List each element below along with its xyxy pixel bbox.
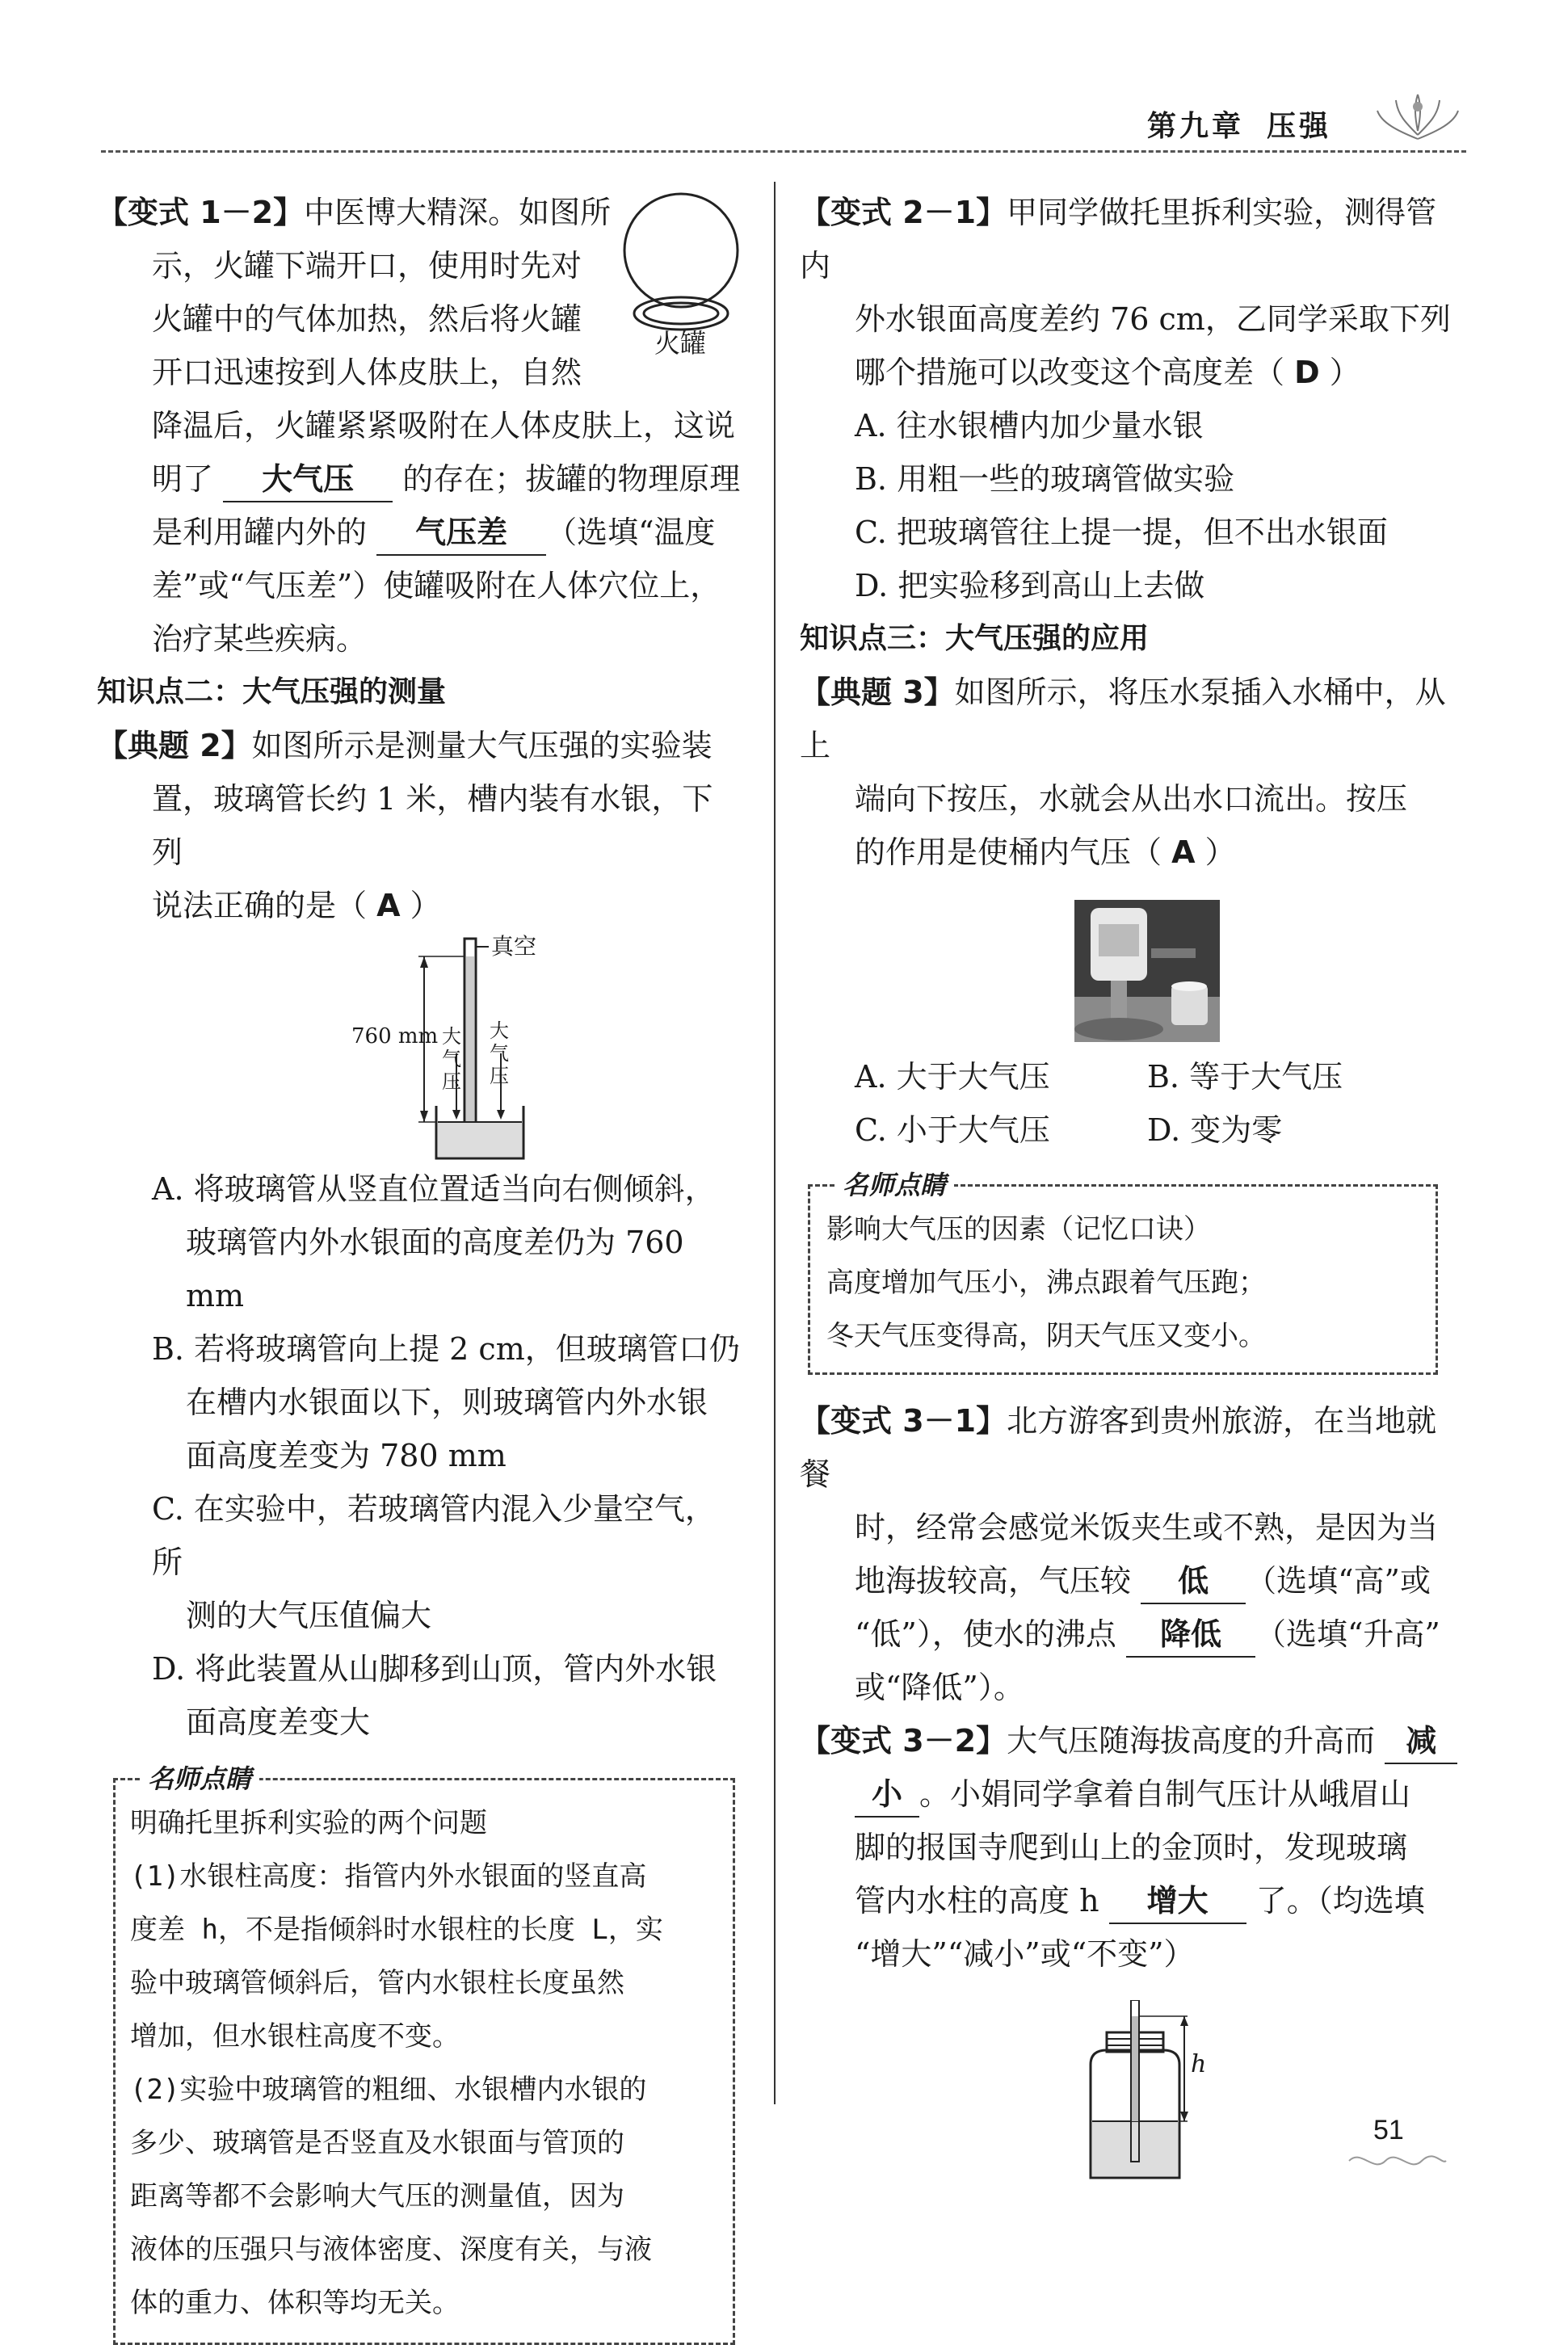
tip-line: (1)水银柱高度：指管内外水银面的竖直高 <box>130 1860 647 1893</box>
tip-line: 距离等都不会影响大气压的测量值，因为 <box>130 2180 624 2213</box>
text-line: 甲同学做托里拆利实验，测得管内 <box>800 195 1437 284</box>
tip-line: 明确托里拆利实验的两个问题 <box>130 1807 487 1839</box>
h-label: h <box>1191 2050 1207 2078</box>
options-row-1 <box>800 1050 1462 1103</box>
text-line: 如图所示是测量大气压强的实验装 <box>251 728 713 763</box>
tip-line: 多少、玻璃管是否竖直及水银面与管顶的 <box>130 2127 624 2159</box>
page-number-ornament-icon <box>1345 2149 1450 2173</box>
left-column <box>97 186 743 2345</box>
text-line: 是利用罐内外的 气压差 （选填“温度 <box>97 506 743 559</box>
answer: A <box>1171 834 1196 870</box>
option-d: D. 变为零 <box>1147 1112 1283 1148</box>
header-ornament-icon <box>1373 90 1462 147</box>
right-column <box>800 186 1462 2186</box>
tip-title: 名师点睛 <box>834 1169 954 1201</box>
option-d-cont: 面高度差变大 <box>186 1704 371 1740</box>
text-line: 管内水柱的高度 h 增大 了。（均选填 <box>800 1874 1462 1927</box>
answer-blank: 降低 <box>1126 1612 1255 1658</box>
variant-1-2 <box>97 186 743 666</box>
chapter-topic: 压强 <box>1267 109 1332 143</box>
option-c: C. 在实验中，若玻璃管内混入少量空气，所 <box>152 1491 716 1580</box>
chapter-label: 第九章 <box>1147 109 1245 143</box>
text-line: 时，经常会感觉米饭夹生或不熟，是因为当 <box>855 1510 1439 1545</box>
teacher-tip-box <box>113 1763 735 2345</box>
torricelli-figure <box>97 932 743 1162</box>
text-line: 治疗某些疾病。 <box>152 621 368 657</box>
option-b: B. 用粗一些的玻璃管做实验 <box>855 461 1235 497</box>
tip-title: 名师点睛 <box>140 1763 259 1795</box>
tip-line: 高度增加气压小，沸点跟着气压跑； <box>826 1267 1266 1299</box>
text-line: 中医博大精深。如图所 <box>304 195 612 230</box>
fire-cup-label: 火罐 <box>654 328 707 359</box>
page-number: 51 <box>1373 2115 1404 2145</box>
example-tag: 【典题 2】 <box>97 728 252 763</box>
tip-line: 液体的压强只与液体密度、深度有关，与液 <box>130 2234 652 2266</box>
text-line: “增大”“减小”或“不变”） <box>855 1936 1195 1972</box>
text-line: 哪个措施可以改变这个高度差（ D ） <box>855 355 1360 390</box>
option-b: B. 若将玻璃管向上提 2 cm，但玻璃管口仍 <box>152 1331 740 1367</box>
text-line: “低”），使水的沸点 降低 （选填“升高” <box>800 1607 1462 1661</box>
example-tag: 【典题 3】 <box>800 675 955 710</box>
knowledge-point-2: 知识点二：大气压强的测量 <box>97 675 447 708</box>
variant-tag: 【变式 2－1】 <box>800 195 1007 230</box>
option-d: D. 将此装置从山脚移到山顶，管内外水银 <box>152 1651 717 1687</box>
text-line: 差”或“气压差”）使罐吸附在人体穴位上， <box>152 568 721 603</box>
option-c-cont: 测的大气压值偏大 <box>186 1598 432 1633</box>
variant-3-1 <box>800 1394 1462 1714</box>
answer-blank: 大气压 <box>223 457 393 502</box>
variant-tag: 【变式 1－2】 <box>97 195 305 230</box>
variant-3-2 <box>800 1714 1462 2186</box>
variant-tag: 【变式 3－2】 <box>800 1723 1007 1759</box>
text-line: 北方游客到贵州旅游，在当地就餐 <box>800 1403 1437 1492</box>
knowledge-point-3: 知识点三：大气压强的应用 <box>800 622 1150 655</box>
atm-label-right: 大气压 <box>490 1019 509 1087</box>
header-divider <box>101 150 1466 153</box>
option-a: A. 往水银槽内加少量水银 <box>855 408 1204 443</box>
tip-line: (2)实验中玻璃管的粗细、水银槽内水银的 <box>130 2074 647 2106</box>
text-line: 大气压随海拔高度的升高而 <box>1007 1723 1376 1759</box>
option-a-cont: 玻璃管内外水银面的高度差仍为 760 mm <box>186 1225 684 1313</box>
text-line: 如图所示，将压水泵插入水桶中，从上 <box>800 675 1446 763</box>
text-line: 的作用是使桶内气压（ A ） <box>855 834 1236 870</box>
atm-label-left: 大气压 <box>442 1025 461 1093</box>
option-b: B. 等于大气压 <box>1147 1059 1343 1095</box>
text-line: 外水银面高度差约 76 cm，乙同学采取下列 <box>855 301 1451 337</box>
vacuum-label: 真空 <box>491 933 537 960</box>
option-b-cont: 在槽内水银面以下，则玻璃管内外水银 <box>186 1385 708 1420</box>
tip-line: 体的重力、体积等均无关。 <box>130 2287 460 2319</box>
answer-blank: 小 <box>855 1772 919 1818</box>
text-line: 明了 大气压 的存在；拔罐的物理原理 <box>97 452 743 506</box>
answer: A <box>376 888 401 923</box>
tip-line: 影响大气压的因素（记忆口诀） <box>826 1213 1211 1246</box>
height-label: 760 mm <box>351 1024 439 1049</box>
answer: D <box>1294 355 1320 390</box>
text-line: 或“降低”）。 <box>855 1670 1024 1705</box>
answer-blank: 气压差 <box>376 511 546 556</box>
answer-blank: 增大 <box>1109 1879 1246 1924</box>
option-c: C. 小于大气压 <box>855 1112 1050 1148</box>
options-row-2 <box>800 1103 1462 1157</box>
answer-blank: 减 <box>1385 1719 1457 1764</box>
tip-line: 度差 h，不是指倾斜时水银柱的长度 L，实 <box>130 1914 663 1946</box>
option-b-cont: 面高度差变为 780 mm <box>186 1438 507 1473</box>
text-line: 火罐中的气体加热，然后将火罐 <box>152 301 582 337</box>
example-3 <box>800 666 1462 1157</box>
text-line: 端向下按压，水就会从出水口流出。按压 <box>855 781 1408 817</box>
pump-photo <box>1074 900 1220 1042</box>
text-line: 脚的报国寺爬到山上的金顶时，发现玻璃 <box>855 1830 1408 1865</box>
answer-blank: 低 <box>1141 1559 1246 1604</box>
tip-line: 验中玻璃管倾斜后，管内水银柱长度虽然 <box>130 1967 624 1999</box>
text-line: 置，玻璃管长约 1 米，槽内装有水银，下列 <box>152 781 713 870</box>
option-a: A. 将玻璃管从竖直位置适当向右侧倾斜， <box>152 1171 716 1207</box>
text-line: 开口迅速按到人体皮肤上，自然 <box>152 355 582 390</box>
variant-tag: 【变式 3－1】 <box>800 1403 1007 1439</box>
variant-2-1 <box>800 186 1462 612</box>
option-d: D. 把实验移到高山上去做 <box>855 568 1205 603</box>
tip-line: 增加，但水银柱高度不变。 <box>130 2020 460 2053</box>
text-line: 小 。小娟同学拿着自制气压计从峨眉山 <box>800 1767 1462 1821</box>
text-line: 说法正确的是（ A ） <box>152 888 441 923</box>
text-line: 降温后，火罐紧紧吸附在人体皮肤上，这说 <box>152 408 736 443</box>
teacher-tip-box <box>808 1170 1438 1375</box>
text-line: 示，火罐下端开口，使用时先对 <box>152 248 582 284</box>
option-c: C. 把玻璃管往上提一提，但不出水银面 <box>855 515 1388 550</box>
text-line: 地海拔较高，气压较 低 （选填“高”或 <box>800 1554 1462 1607</box>
example-2 <box>97 719 743 1749</box>
tip-line: 冬天气压变得高，阴天气压又变小。 <box>826 1320 1266 1352</box>
option-a: A. 大于大气压 <box>855 1059 1050 1095</box>
chapter-header <box>1147 103 1354 145</box>
column-divider <box>774 182 776 2104</box>
